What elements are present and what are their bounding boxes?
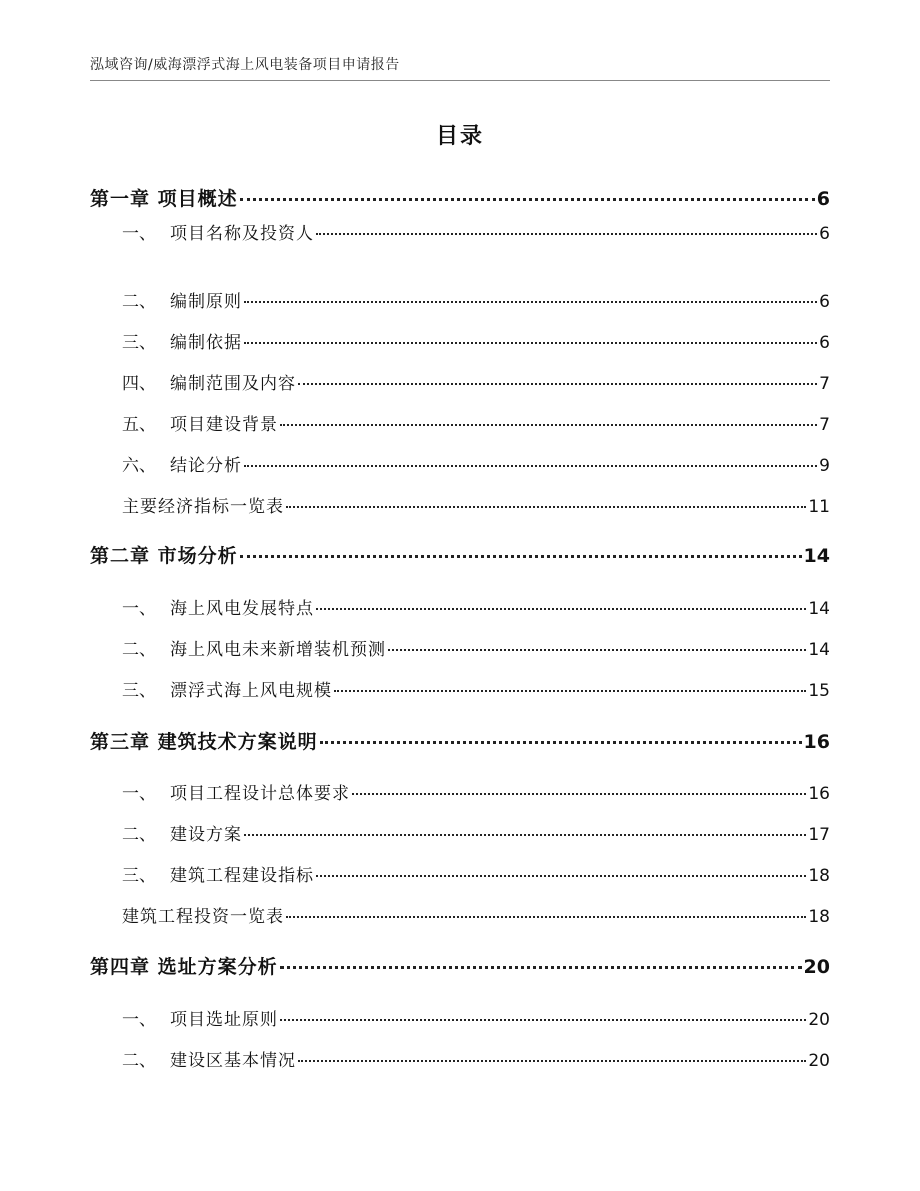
toc-dot-leader [244, 834, 806, 836]
toc-page-number: 14 [808, 599, 830, 619]
toc-section-number: 六、 [122, 456, 156, 476]
toc-page-number: 20 [803, 956, 830, 978]
toc-entry-label: 第四章 选址方案分析 [90, 956, 278, 978]
toc-section[interactable] [90, 635, 830, 660]
toc-dot-leader [280, 966, 802, 969]
toc-page-number: 15 [808, 681, 830, 701]
toc-dot-leader [316, 608, 806, 610]
toc-page-number: 6 [819, 333, 830, 353]
toc-dot-leader [244, 301, 817, 303]
toc-entry-label: 第二章 市场分析 [90, 545, 238, 567]
toc-section-number: 二、 [122, 640, 156, 660]
toc-section[interactable] [90, 820, 830, 845]
toc-page-number: 6 [819, 224, 830, 244]
toc-dot-leader [286, 916, 806, 918]
toc-dot-leader [388, 649, 806, 651]
toc-summary-table[interactable] [90, 492, 830, 517]
toc-section[interactable] [90, 779, 830, 804]
toc-dot-leader [316, 233, 817, 235]
toc-section-number: 四、 [122, 374, 156, 394]
toc-entry-label: 编制范围及内容 [170, 374, 296, 394]
toc-section[interactable] [90, 219, 830, 244]
toc-section-number: 二、 [122, 292, 156, 312]
toc-summary-table[interactable] [90, 902, 830, 927]
toc-entry-label: 海上风电发展特点 [170, 599, 314, 619]
toc-section-number: 二、 [122, 1051, 156, 1071]
toc-entry-label: 第三章 建筑技术方案说明 [90, 731, 318, 753]
page-title: 目录 [435, 124, 484, 149]
toc-chapter-2[interactable] [90, 541, 830, 568]
toc-dot-leader [320, 741, 802, 744]
toc-entry-label: 海上风电未来新增装机预测 [170, 640, 386, 660]
toc-page-number: 7 [819, 374, 830, 394]
toc-section[interactable] [90, 594, 830, 619]
toc-section-number: 一、 [122, 599, 156, 619]
toc-section[interactable] [90, 676, 830, 701]
table-of-contents [90, 0, 830, 1191]
toc-entry-label: 项目建设背景 [170, 415, 278, 435]
toc-entry-label: 建筑工程建设指标 [170, 866, 314, 886]
toc-section[interactable] [90, 451, 830, 476]
toc-section-number: 五、 [122, 415, 156, 435]
toc-dot-leader [352, 793, 806, 795]
toc-chapter-3[interactable] [90, 727, 830, 754]
toc-dot-leader [286, 506, 806, 508]
toc-section[interactable] [90, 287, 830, 312]
toc-page-number: 7 [819, 415, 830, 435]
toc-page-number: 6 [816, 188, 830, 210]
toc-section-number: 三、 [122, 681, 156, 701]
toc-dot-leader [334, 690, 806, 692]
toc-page-number: 6 [819, 292, 830, 312]
toc-section-number: 一、 [122, 224, 156, 244]
toc-entry-label: 编制依据 [170, 333, 242, 353]
toc-page-number: 20 [808, 1010, 830, 1030]
toc-section[interactable] [90, 861, 830, 886]
toc-chapter-4[interactable] [90, 952, 830, 979]
toc-page-number: 16 [803, 731, 830, 753]
toc-page-number: 14 [808, 640, 830, 660]
toc-dot-leader [298, 383, 817, 385]
toc-section[interactable] [90, 410, 830, 435]
toc-section-number: 三、 [122, 866, 156, 886]
toc-dot-leader [240, 198, 815, 201]
toc-dot-leader [280, 1019, 806, 1021]
toc-page-number: 16 [808, 784, 830, 804]
toc-page-number: 9 [819, 456, 830, 476]
toc-page-number: 11 [808, 497, 830, 517]
toc-entry-label: 建设区基本情况 [170, 1051, 296, 1071]
running-header: 泓域咨询/威海漂浮式海上风电装备项目申请报告 [90, 57, 400, 73]
toc-entry-label: 建筑工程投资一览表 [122, 907, 284, 927]
toc-section-number: 一、 [122, 1010, 156, 1030]
toc-dot-leader [316, 875, 806, 877]
toc-page-number: 20 [808, 1051, 830, 1071]
toc-section-number: 一、 [122, 784, 156, 804]
toc-dot-leader [298, 1060, 806, 1062]
toc-section[interactable] [90, 369, 830, 394]
toc-section[interactable] [90, 1005, 830, 1030]
toc-section-number: 二、 [122, 825, 156, 845]
toc-dot-leader [244, 342, 817, 344]
toc-dot-leader [240, 555, 802, 558]
toc-entry-label: 项目名称及投资人 [170, 224, 314, 244]
toc-section[interactable] [90, 328, 830, 353]
toc-section-number: 三、 [122, 333, 156, 353]
toc-page-number: 18 [808, 866, 830, 886]
toc-chapter-1[interactable] [90, 184, 830, 211]
toc-page-number: 14 [803, 545, 830, 567]
toc-entry-label: 主要经济指标一览表 [122, 497, 284, 517]
toc-entry-label: 编制原则 [170, 292, 242, 312]
toc-dot-leader [244, 465, 817, 467]
toc-entry-label: 第一章 项目概述 [90, 188, 238, 210]
toc-section[interactable] [90, 1046, 830, 1071]
toc-page-number: 18 [808, 907, 830, 927]
toc-entry-label: 项目选址原则 [170, 1010, 278, 1030]
toc-entry-label: 结论分析 [170, 456, 242, 476]
toc-entry-label: 建设方案 [170, 825, 242, 845]
toc-entry-label: 漂浮式海上风电规模 [170, 681, 332, 701]
toc-page-number: 17 [808, 825, 830, 845]
toc-entry-label: 项目工程设计总体要求 [170, 784, 350, 804]
toc-dot-leader [280, 424, 817, 426]
